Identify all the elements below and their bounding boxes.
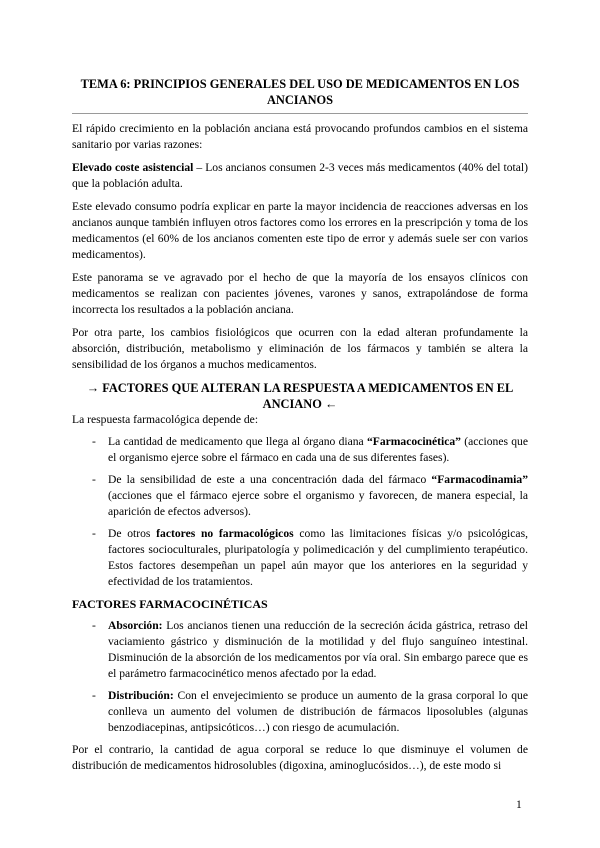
coste-paragraph [72, 160, 528, 192]
consumo-paragraph: Este elevado consumo podría explicar en parte la mayor incidencia de reacciones adversas en los ancianos aunque también influyen otros factores como los errores en la prescripción y toma de los medicamentos (el 60% de los ancianos comenten este tipo de error y además suele ser con varios medicamentos). [72, 200, 528, 261]
item-post: (acciones que el organismo ejerce sobre el fármaco en cada una de sus diferentes fases). [108, 435, 528, 464]
list-item [72, 618, 528, 682]
coste-label: Elevado coste asistencial [72, 161, 194, 174]
list-item [72, 526, 528, 590]
item-bold: factores no farmacológicos [156, 527, 294, 540]
item-bold: Distribución: [108, 689, 174, 702]
ensayos-paragraph: Este panorama se ve agravado por el hecho de que la mayoría de los ensayos clínicos con medicamentos se realizan con pacientes jóvenes, varones y sanos, extrapolándose de forma incorrecta los resultados a la población anciana. [72, 271, 528, 316]
item-post: como las limitaciones físicas y/o psicológicas, factores socioculturales, pluripatología y polimedicación y del cumplimiento terapéutico. Estos factores desempeñan un papel aún mayor que los anteriores en la seguridad y efectividad de los tratamientos. [108, 527, 528, 588]
dash-bullet: - [92, 619, 96, 632]
item-bold: “Farmacodinamia” [431, 473, 528, 486]
pk-list [72, 618, 528, 736]
list-item [72, 472, 528, 520]
subheading-farmacocineticas: FACTORES FARMACOCINÉTICAS [72, 597, 268, 611]
item-pre: De la sensibilidad de este a una concentración dada del fármaco [108, 473, 432, 486]
item-pre: La cantidad de medicamento que llega al órgano diana [108, 435, 367, 448]
document-title: TEMA 6: PRINCIPIOS GENERALES DEL USO DE MEDICAMENTOS EN LOS ANCIANOS [80, 77, 520, 107]
document-body [72, 121, 528, 781]
respuesta-lead: La respuesta farmacológica depende de: [72, 413, 259, 426]
dash-bullet: - [92, 473, 96, 486]
list-item [72, 688, 528, 736]
list-item [72, 434, 528, 466]
item-bold: “Farmacocinética” [366, 435, 461, 448]
dash-bullet: - [92, 689, 96, 702]
item-text: Con el envejecimiento se produce un aumento de la grasa corporal lo que conlleva un aumento del volumen de distribución de fármacos liposolubles (algunas benzodiacepinas, antipsicóticos…) con riesgo de acumulación. [108, 689, 528, 734]
item-post: (acciones que el fármaco ejerce sobre el organismo y favorecen, de manera especial, la aparición de efectos adversos). [108, 489, 528, 518]
item-text: Los ancianos tienen una reducción de la secreción ácida gástrica, retraso del vaciamiento gástrico y disminución de la motilidad y del flujo sanguíneo intestinal. Disminución de la absorción de los medicamentos por vía oral. Sin embargo parece que es el parámetro farmacocinético menos afectado por la edad. [108, 619, 528, 680]
page-number: 1 [516, 798, 522, 811]
dash-bullet: - [92, 527, 96, 540]
title-underline [72, 113, 528, 114]
section-heading-factores: → FACTORES QUE ALTERAN LA RESPUESTA A MEDICAMENTOS EN EL ANCIANO ← [86, 381, 514, 411]
intro-paragraph: El rápido crecimiento en la población anciana está provocando profundos cambios en el sistema sanitario por varias razones: [72, 122, 528, 151]
item-pre: De otros [108, 527, 157, 540]
dash-bullet: - [92, 435, 96, 448]
item-bold: Absorción: [108, 619, 163, 632]
factores-list [72, 434, 528, 590]
cambios-paragraph: Por otra parte, los cambios fisiológicos que ocurren con la edad alteran profundamente la absorción, distribución, metabolismo y eliminación de los fármacos y también se altera la sensibilidad de los órganos a muchos medicamentos. [72, 326, 528, 371]
agua-paragraph: Por el contrario, la cantidad de agua corporal se reduce lo que disminuye el volumen de distribución de medicamentos hidrosolubles (digoxina, aminoglucósidos…), de este modo si [72, 743, 528, 772]
coste-text: – Los ancianos consumen 2-3 veces más medicamentos (40% del total) que la población adulta. [72, 161, 528, 190]
